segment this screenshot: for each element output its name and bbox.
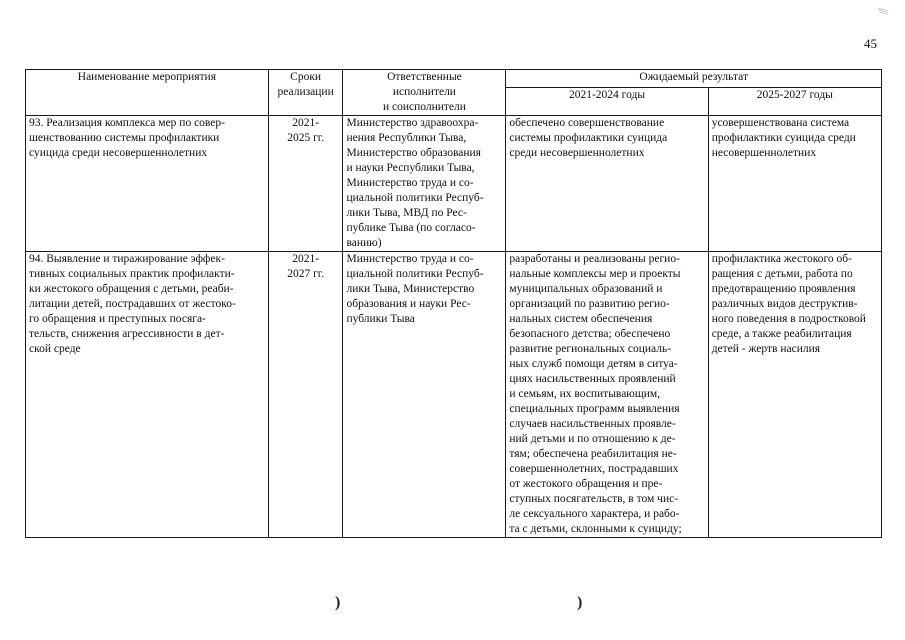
table-row [26,116,882,252]
term-cell: 2021- 2027 гг. [268,252,343,538]
measure-name-cell: 94. Выявление и тиражирование эффек- тивных социальных практик профилакти- ки жестокого обращения с детьми, реаби- литации детей, пострадавших от жестоко- го обращения и преступных посяга- тельств, снижения агрессивности в дет- ской среде [26,252,269,538]
result-2025-2027-cell: усовершенствована система профилактики суицида среди несовершеннолетних [708,116,881,252]
scan-mark: ) [577,594,583,611]
header-responsible: Ответственные исполнители и соисполнители [343,70,506,116]
corner-scan-mark: ⁄⁄⁄ [875,6,892,17]
result-2021-2024-cell: обеспечено совершенствование системы профилактики суицида среди несовершеннолетних [506,116,708,252]
term-cell: 2021- 2025 гг. [268,116,343,252]
header-expected-result: Ожидаемый результат [506,70,882,88]
page-number: 45 [864,36,877,51]
header-measure-name: Наименование мероприятия [26,70,269,116]
responsible-cell: Министерство здравоохра- нения Республики Тыва, Министерство образования и науки Республики Тыва, Министерство труда и со- циальной политики Респуб- лики Тыва, МВД по Рес- публике Тыва (по согласо- ванию) [343,116,506,252]
header-term: Сроки реализации [268,70,343,116]
result-2021-2024-cell: разработаны и реализованы регио- нальные комплексы мер и проекты муниципальных образований и организаций по развитию регио- нальных систем обеспечения безопасного детства; обеспечено развитие региональных социаль- ных служб помощи детям в ситуа- циях насильственных проявлений и семьям, их воспитывающим, специальных программ выявления случаев насильственных проявле- ний детьми и по отношению к де- тям; обеспечена реабилитация не- совершеннолетних, пострадавших от жестокого обращения и пре- ступных посягательств, в том чис- ле сексуального характера, и рабо- та с детьми, склонными к суициду; [506,252,708,538]
header-period-2021-2024: 2021-2024 годы [506,87,708,115]
responsible-cell: Министерство труда и со- циальной политики Респуб- лики Тыва, Министерство образования и науки Рес- публики Тыва [343,252,506,538]
measures-table [25,69,882,538]
measure-name-cell: 93. Реализация комплекса мер по совер- шенствованию системы профилактики суицида среди несовершеннолетних [26,116,269,252]
result-2025-2027-cell: профилактика жестокого об- ращения с детьми, работа по предотвращению проявления различных видов деструктив- ного поведения в подростковой среде, а также реабилитация детей - жертв насилия [708,252,881,538]
scan-mark: ) [335,594,341,611]
header-period-2025-2027: 2025-2027 годы [708,87,881,115]
table-row [26,252,882,538]
